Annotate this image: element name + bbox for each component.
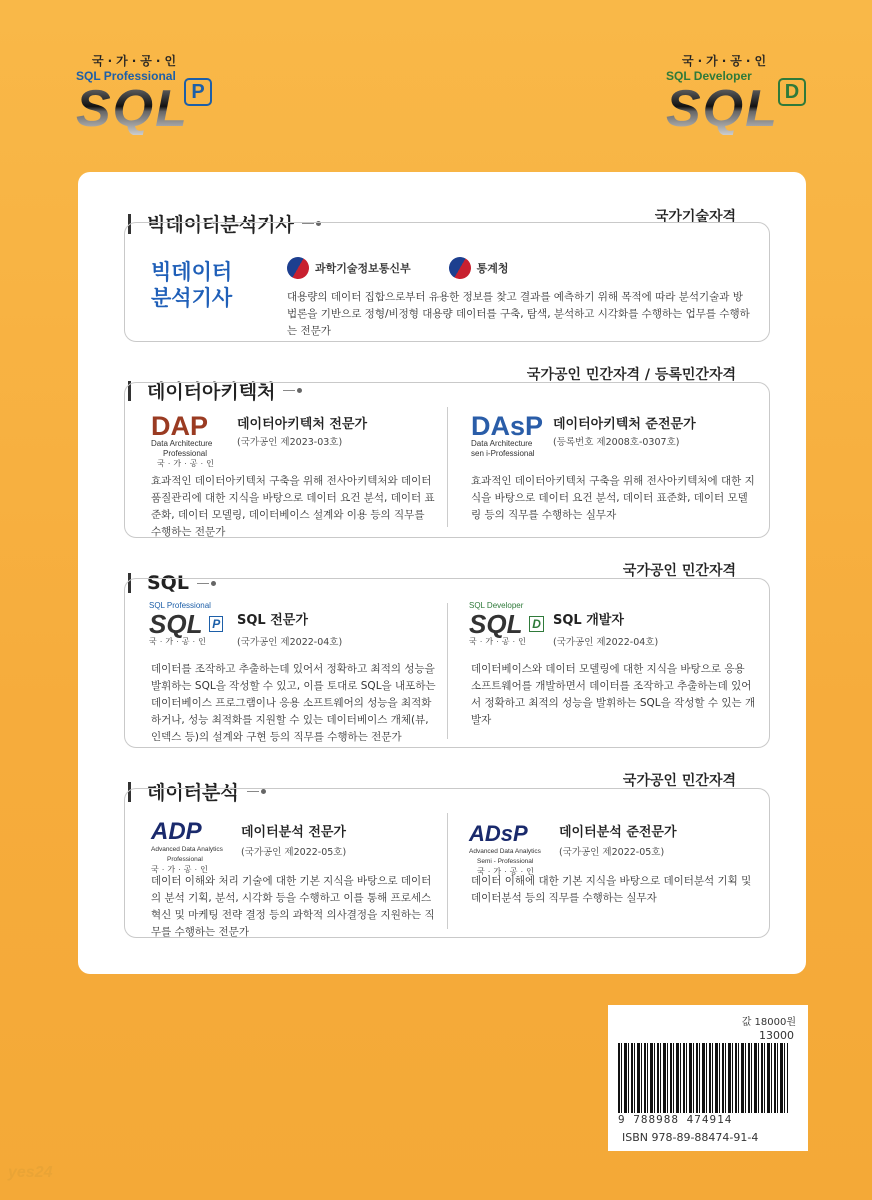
adsp-description: 데이터 이해에 대한 기본 지식을 바탕으로 데이터분석 기획 및 데이터분석 등의 직무를 수행하는 실무자	[471, 875, 752, 904]
watermark: yes24	[8, 1164, 53, 1181]
barcode-addon: 13000	[759, 1029, 794, 1042]
section-box-bigdata	[124, 222, 770, 342]
price-label: 값 18000원	[741, 1017, 796, 1028]
sql-d-mini-logo: SQL Developer SQL $^D$ 국·가·공·인	[469, 601, 544, 647]
sql-d-description: 데이터베이스와 데이터 모델링에 대한 지식을 바탕으로 응용 소프트웨어를 개발하면서 데이터를 조작하고 추출하는데 있어서 정확하고 최적의 성능을 발휘하는 SQL을 작성할 수 있는 개발자	[471, 663, 756, 726]
logo-korean-label: 국·가·공·인	[682, 54, 771, 68]
government-emblem-icon	[445, 253, 475, 283]
barcode-bars	[618, 1043, 788, 1113]
org-statistics: 통계청	[476, 262, 509, 275]
government-emblem-icon	[283, 253, 313, 283]
org-row	[287, 257, 509, 279]
logo-badge-d: D	[778, 78, 806, 106]
section-title-sql: SQL	[128, 572, 216, 594]
org-msit: 과학기술정보통신부	[315, 262, 411, 275]
adp-description: 데이터 이해와 처리 기술에 대한 기본 지식을 바탕으로 데이터의 분석 기획, 분석, 시각화 등을 수행하고 이를 통해 프로세스 혁신 및 마케팅 전략 결정 등의 과학적 의사결정을 지원하는 직무를 수행하는 전문가	[151, 875, 435, 938]
dap-description: 효과적인 데이터아키텍처 구축을 위해 전사아키텍처와 데이터 품질관리에 대한 지식을 바탕으로 데이터 요건 분석, 데이터 표준화, 데이터 모델링, 데이터베이스 설계와 이용 등의 직무를 수행하는 전문가	[151, 475, 435, 538]
dap-heading: 데이터아키텍처 전문가 (국가공인 제2023-03호)	[237, 417, 368, 448]
sql-d-heading: SQL 개발자 (국가공인 제2022-04호)	[553, 613, 659, 648]
logo-main-text: SQL	[666, 80, 779, 138]
barcode-digits: 9 788988 474914	[618, 1113, 733, 1126]
dasp-heading: 데이터아키텍처 준전문가 (등록번호 제2008호-0307호)	[553, 417, 696, 448]
logo-main-text: SQL	[76, 80, 189, 138]
sql-p-heading: SQL 전문가 (국가공인 제2022-04호)	[237, 613, 343, 648]
section-title-bigdata: 빅데이터분석기사	[128, 210, 321, 237]
bigdata-brand: 빅데이터 분석기사	[151, 260, 233, 310]
content-panel	[78, 172, 806, 974]
adp-heading: 데이터분석 전문가 (국가공인 제2022-05호)	[241, 825, 347, 858]
section-box-analysis	[124, 788, 770, 938]
adsp-heading: 데이터분석 준전문가 (국가공인 제2022-05호)	[559, 825, 677, 858]
section-tag-sql: 국가공인 민간자격	[622, 563, 736, 579]
adsp-logo: ADsP Advanced Data Analytics Semi - Professional 국·가·공·인	[469, 821, 541, 876]
sql-developer-logo	[666, 52, 800, 138]
adp-logo: ADP Advanced Data Analytics Professional 국·가·공·인	[151, 818, 223, 874]
logo-sub-label: SQL Professional	[76, 69, 176, 83]
section-tag-da: 국가공인 민간자격 / 등록민간자격	[526, 367, 736, 383]
logo-badge-p: P	[184, 78, 212, 106]
section-tag-bigdata: 국가기술자격	[654, 209, 736, 225]
sql-p-description: 데이터를 조작하고 추출하는데 있어서 정확하고 최적의 성능을 발휘하는 SQL을 작성할 수 있고, 이를 토대로 SQL을 내포하는 데이터베이스 프로그램이나 응용 소프트웨어의 성능을 최적화 하거나, 성능 최적화를 지원할 수 있는 데이터베이스 개체(뷰, 인덱스 등)의 설계와 구현 등의 직무를 수행하는 전문가	[151, 663, 436, 743]
bigdata-description: 대용량의 데이터 집합으로부터 유용한 정보를 찾고 결과를 예측하기 위해 목적에 따라 분석기술과 방법론을 기반으로 정형/비정형 대용량 데이터를 구축, 탐색, 분석하고 시각화를 수행하는 업무를 수행하는 전문가	[287, 291, 750, 337]
section-box-da	[124, 382, 770, 538]
sql-p-mini-logo: SQL Professional SQL $^P$ 국·가·공·인	[149, 601, 223, 647]
logo-sub-label: SQL Developer	[666, 69, 752, 83]
section-box-sql	[124, 578, 770, 748]
isbn-label: ISBN 978-89-88474-91-4	[622, 1131, 759, 1144]
dasp-logo: DAsP Data Architecture sen i-Professional	[471, 411, 544, 458]
barcode-area	[608, 1005, 808, 1151]
dasp-description: 효과적인 데이터아키텍처 구축을 위해 전사아키텍처에 대한 지식을 바탕으로 데이터 요건 분석, 데이터 표준화, 데이터 모델링 등의 직무를 수행하는 실무자	[471, 475, 755, 521]
sql-professional-logo	[76, 52, 205, 138]
section-tag-analysis: 국가공인 민간자격	[622, 773, 736, 789]
dap-logo: DAP Data Architecture Professional 국·가·공·인	[151, 411, 217, 468]
section-title-analysis: 데이터분석	[128, 778, 266, 805]
logo-korean-label: 국·가·공·인	[92, 54, 181, 68]
section-title-da: 데이터아키텍처	[128, 377, 302, 404]
